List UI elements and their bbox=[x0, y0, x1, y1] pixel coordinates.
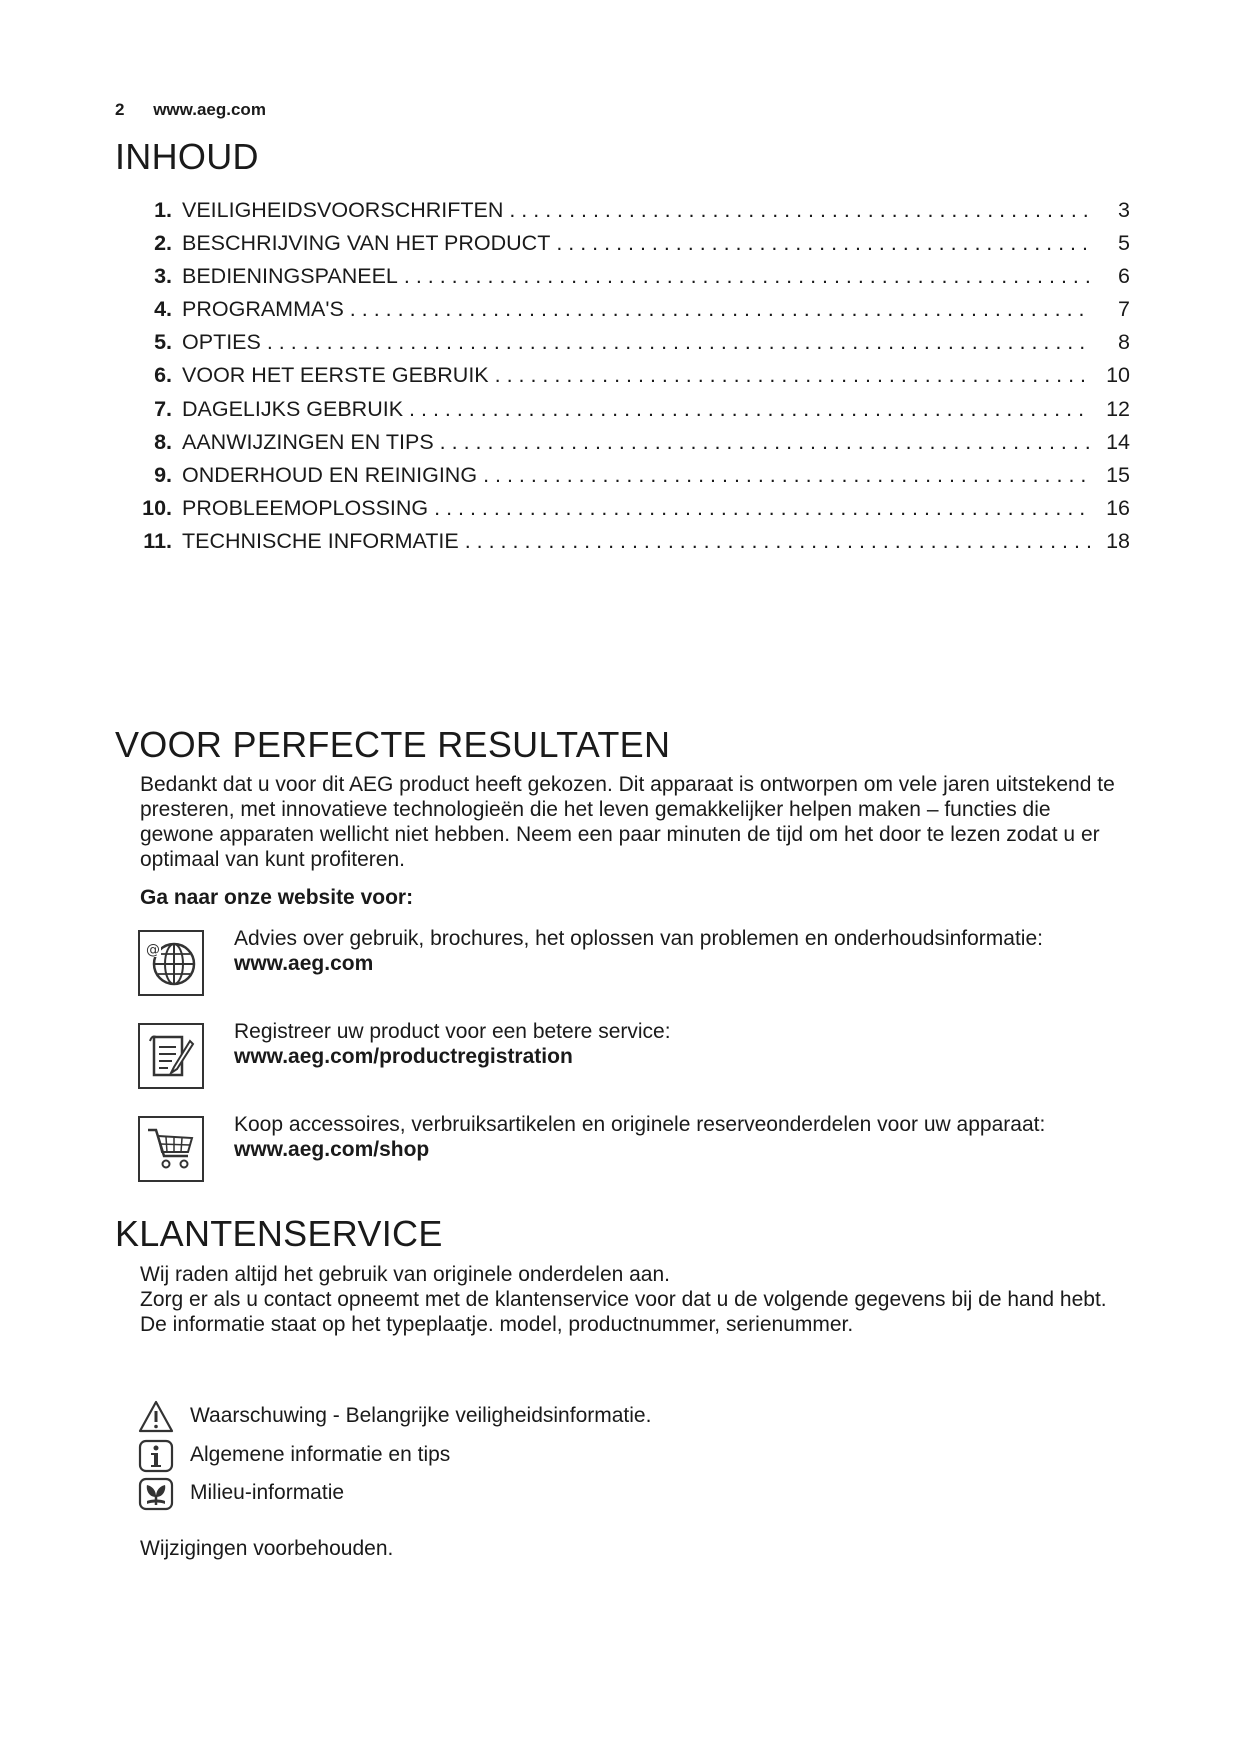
website-link[interactable]: www.aeg.com bbox=[234, 952, 374, 975]
toc-num: 6. bbox=[154, 363, 172, 388]
intro-paragraph: Bedankt dat u voor dit AEG product heeft gekozen. Dit apparaat is ontworpen om vele jaren uitstekend te presteren, met innovatieve technologieën die het leven gemakkelijker helpen maken – functies die gewone apparaten wellicht niet hebben. Neem een paar minuten de tijd om het door te lezen zodat u er optimaal van kunt profiteren. bbox=[140, 773, 1115, 871]
toc-num: 11. bbox=[143, 528, 172, 553]
shopping-cart-icon bbox=[138, 1116, 204, 1182]
svg-text:@: @ bbox=[146, 942, 160, 958]
toc-page: 16 bbox=[1106, 495, 1130, 520]
legend-text: Milieu-informatie bbox=[190, 1481, 345, 1504]
registration-form-icon bbox=[138, 1023, 204, 1089]
website-item-shop bbox=[138, 1113, 1098, 1196]
toc-item[interactable] bbox=[130, 231, 1130, 264]
toc-label: OPTIES bbox=[182, 330, 261, 355]
toc-num: 10. bbox=[142, 495, 172, 520]
toc-num: 9. bbox=[154, 462, 172, 487]
toc-item[interactable] bbox=[130, 297, 1130, 330]
toc-label: PROBLEEMOPLOSSING bbox=[182, 495, 429, 520]
toc-label: DAGELIJKS GEBRUIK bbox=[182, 396, 404, 421]
legend-info bbox=[138, 1439, 738, 1473]
toc-item[interactable] bbox=[130, 330, 1130, 363]
toc-page: 8 bbox=[1118, 330, 1130, 355]
toc-page: 12 bbox=[1106, 396, 1130, 421]
toc-title: INHOUD bbox=[115, 136, 259, 177]
website-item-advice bbox=[138, 927, 1098, 1010]
website-item-text: Advies over gebruik, brochures, het oplossen van problemen en onderhoudsinformatie: bbox=[234, 927, 1043, 950]
toc-leader bbox=[434, 496, 1090, 521]
toc-num: 3. bbox=[154, 264, 172, 289]
toc-page: 18 bbox=[1106, 528, 1130, 553]
toc-leader bbox=[267, 330, 1090, 355]
legend-environment bbox=[138, 1477, 738, 1511]
toc-leader bbox=[409, 397, 1090, 422]
service-line: Zorg er als u contact opneemt met de klantenservice voor dat u de volgende gegevens bij de hand hebt. bbox=[140, 1288, 1107, 1311]
toc-item[interactable] bbox=[130, 529, 1130, 562]
globe-at-icon bbox=[138, 930, 204, 996]
legend-text: Waarschuwing - Belangrijke veiligheidsinformatie. bbox=[190, 1404, 652, 1427]
toc-label: AANWIJZINGEN EN TIPS bbox=[182, 429, 434, 454]
toc-label: VEILIGHEIDSVOORSCHRIFTEN bbox=[182, 198, 504, 222]
legend-warning bbox=[138, 1400, 738, 1434]
table-of-contents bbox=[130, 198, 1130, 562]
toc-label: PROGRAMMA'S bbox=[182, 297, 344, 322]
toc-label: BEDIENINGSPANEEL bbox=[182, 264, 398, 289]
toc-num: 2. bbox=[154, 231, 172, 256]
toc-num: 5. bbox=[154, 330, 172, 355]
toc-num: 8. bbox=[154, 429, 172, 454]
toc-leader bbox=[350, 297, 1090, 322]
toc-item[interactable] bbox=[130, 496, 1130, 529]
customer-service-title: KLANTENSERVICE bbox=[115, 1213, 443, 1254]
toc-leader bbox=[404, 264, 1090, 289]
toc-num: 1. bbox=[154, 198, 172, 222]
toc-page: 10 bbox=[1106, 363, 1130, 388]
toc-item[interactable] bbox=[130, 264, 1130, 297]
toc-page: 7 bbox=[1118, 297, 1130, 322]
toc-leader bbox=[556, 231, 1090, 256]
environment-icon bbox=[138, 1477, 174, 1511]
website-heading: Ga naar onze website voor: bbox=[140, 886, 414, 909]
toc-num: 7. bbox=[154, 396, 172, 421]
toc-page: 14 bbox=[1106, 429, 1130, 454]
website-link[interactable]: www.aeg.com/shop bbox=[234, 1138, 430, 1161]
toc-item[interactable] bbox=[130, 397, 1130, 430]
website-item-text: Koop accessoires, verbruiksartikelen en originele reserveonderdelen voor uw apparaat: bbox=[234, 1113, 1046, 1136]
toc-item[interactable] bbox=[130, 363, 1130, 396]
info-icon bbox=[138, 1439, 174, 1473]
toc-item[interactable] bbox=[130, 463, 1130, 496]
toc-leader bbox=[495, 363, 1090, 388]
header-url[interactable]: www.aeg.com bbox=[153, 100, 266, 119]
legend-text: Algemene informatie en tips bbox=[190, 1443, 451, 1466]
toc-label: TECHNISCHE INFORMATIE bbox=[182, 528, 459, 553]
toc-leader bbox=[440, 430, 1090, 455]
website-link[interactable]: www.aeg.com/productregistration bbox=[234, 1045, 573, 1068]
page-header bbox=[115, 100, 266, 120]
page-number: 2 bbox=[115, 100, 125, 119]
perfect-results-title: VOOR PERFECTE RESULTATEN bbox=[115, 724, 671, 765]
changes-reserved-note: Wijzigingen voorbehouden. bbox=[140, 1537, 394, 1560]
toc-leader bbox=[483, 463, 1090, 488]
toc-item[interactable] bbox=[130, 198, 1130, 231]
toc-leader bbox=[465, 529, 1090, 554]
toc-page: 6 bbox=[1118, 264, 1130, 289]
toc-page: 3 bbox=[1118, 198, 1130, 222]
toc-item[interactable] bbox=[130, 430, 1130, 463]
toc-num: 4. bbox=[154, 297, 172, 322]
service-line: De informatie staat op het typeplaatje. model, productnummer, serienummer. bbox=[140, 1313, 854, 1336]
toc-page: 15 bbox=[1106, 462, 1130, 487]
toc-label: VOOR HET EERSTE GEBRUIK bbox=[182, 363, 489, 388]
service-line: Wij raden altijd het gebruik van originele onderdelen aan. bbox=[140, 1263, 671, 1286]
toc-page: 5 bbox=[1118, 231, 1130, 256]
toc-leader bbox=[509, 198, 1090, 223]
toc-label: ONDERHOUD EN REINIGING bbox=[182, 462, 478, 487]
website-item-text: Registreer uw product voor een betere service: bbox=[234, 1020, 671, 1043]
customer-service-text bbox=[140, 1262, 1120, 1337]
toc-label: BESCHRIJVING VAN HET PRODUCT bbox=[182, 231, 551, 256]
website-item-registration bbox=[138, 1020, 1098, 1103]
warning-icon bbox=[138, 1400, 174, 1434]
